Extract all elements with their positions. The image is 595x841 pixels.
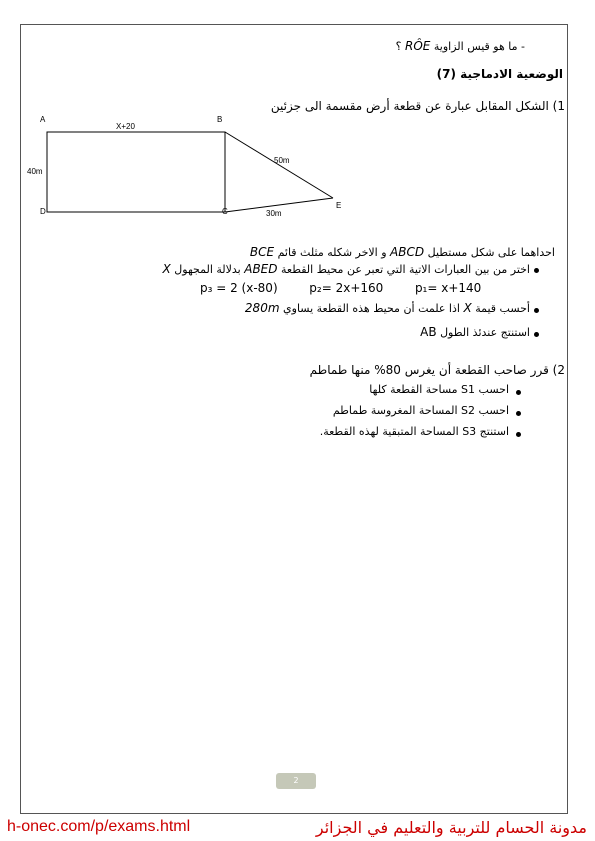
bullet-dot	[516, 432, 521, 437]
q2-intro-text: قرر صاحب القطعة أن يغرس 80% منها طماطم	[309, 363, 549, 377]
q1-bullet-2-text2: اذا علمت أن محيط هذه القطعة يساوي	[283, 302, 460, 315]
footer-url[interactable]: h-onec.com/p/exams.html	[7, 818, 191, 835]
angle-question-text: ما هو قيس الزاوية	[433, 40, 518, 53]
q1-intro	[271, 99, 565, 113]
footer-blog-name: مدونة الحسام للتربية والتعليم في الجزائر	[315, 818, 587, 837]
footer	[0, 818, 595, 838]
q1-bullet-2	[245, 301, 530, 315]
bullet-dot	[534, 308, 539, 313]
q1-intro-text: الشكل المقابل عبارة عن قطعة أرض مقسمة الى جزئين	[270, 99, 549, 113]
q1-bullet-1	[163, 262, 530, 276]
expr-p2: p₂= 2x+160	[309, 281, 384, 295]
question-mark: ؟	[395, 40, 402, 53]
rect-name: ABCD	[390, 245, 425, 259]
q1-bullet-1-text2: بدلالة المجهول	[174, 263, 241, 276]
label-a: A	[40, 115, 46, 124]
expr-p1: p₁= x+140	[414, 281, 482, 295]
label-d: D	[40, 207, 46, 216]
q2-intro	[310, 363, 565, 377]
dim-top: X+20	[116, 122, 135, 131]
section-title: الوضعية الادماجية (7)	[436, 67, 563, 81]
q2-number: 2)	[552, 363, 565, 377]
bullet-dot	[534, 268, 539, 273]
land-figure	[24, 112, 354, 224]
dim-left: 40m	[27, 167, 43, 176]
bullet-dot	[516, 390, 521, 395]
expr-p3: p₃ = 2 (x-80)	[200, 281, 278, 295]
q2-bullet-3: استنتج S3 المساحة المتبقية لهذه القطعة.	[319, 425, 509, 438]
angle-name: RÔE	[405, 39, 431, 53]
q2-bullet-2: احسب S2 المساحة المغروسة طماطم	[332, 404, 509, 417]
var-x: X	[162, 262, 171, 276]
rectangle-abcd	[47, 132, 225, 212]
dim-hyp: 50m	[274, 156, 290, 165]
segment-be	[225, 132, 333, 198]
q2-bullet-1: احسب S1 مساحة القطعة كلها	[369, 383, 509, 396]
triangle-name: BCE	[249, 245, 275, 259]
label-e: E	[336, 201, 342, 210]
dim-bottom: 30m	[266, 209, 282, 218]
angle-question	[396, 39, 525, 53]
q1-bullet-3-text: استنتج عندئذ الطول	[440, 326, 530, 339]
page-number-badge: 2	[276, 773, 316, 789]
q1-bullet-3	[420, 325, 530, 339]
expressions-row	[200, 281, 481, 295]
label-b: B	[217, 115, 223, 124]
desc-text-a: احداهما على شكل مستطيل	[427, 246, 555, 259]
label-c: C	[222, 207, 228, 216]
bullet-dot	[516, 411, 521, 416]
perimeter-value: 280m	[244, 301, 280, 315]
bullet-dot	[534, 332, 539, 337]
shape-name: ABED	[244, 262, 278, 276]
segment-ab: AB	[420, 325, 437, 339]
dash: -	[521, 40, 525, 53]
q1-number: 1)	[552, 99, 565, 113]
var-x: X	[463, 301, 472, 315]
desc-text-b: و الاخر شكله مثلث قائم	[277, 246, 387, 259]
q1-bullet-1-text: اختر من بين العبارات الاتية التي تعبر عن محيط القطعة	[281, 263, 530, 276]
q1-description	[250, 245, 555, 259]
q1-bullet-2-text: أحسب قيمة	[475, 302, 530, 315]
